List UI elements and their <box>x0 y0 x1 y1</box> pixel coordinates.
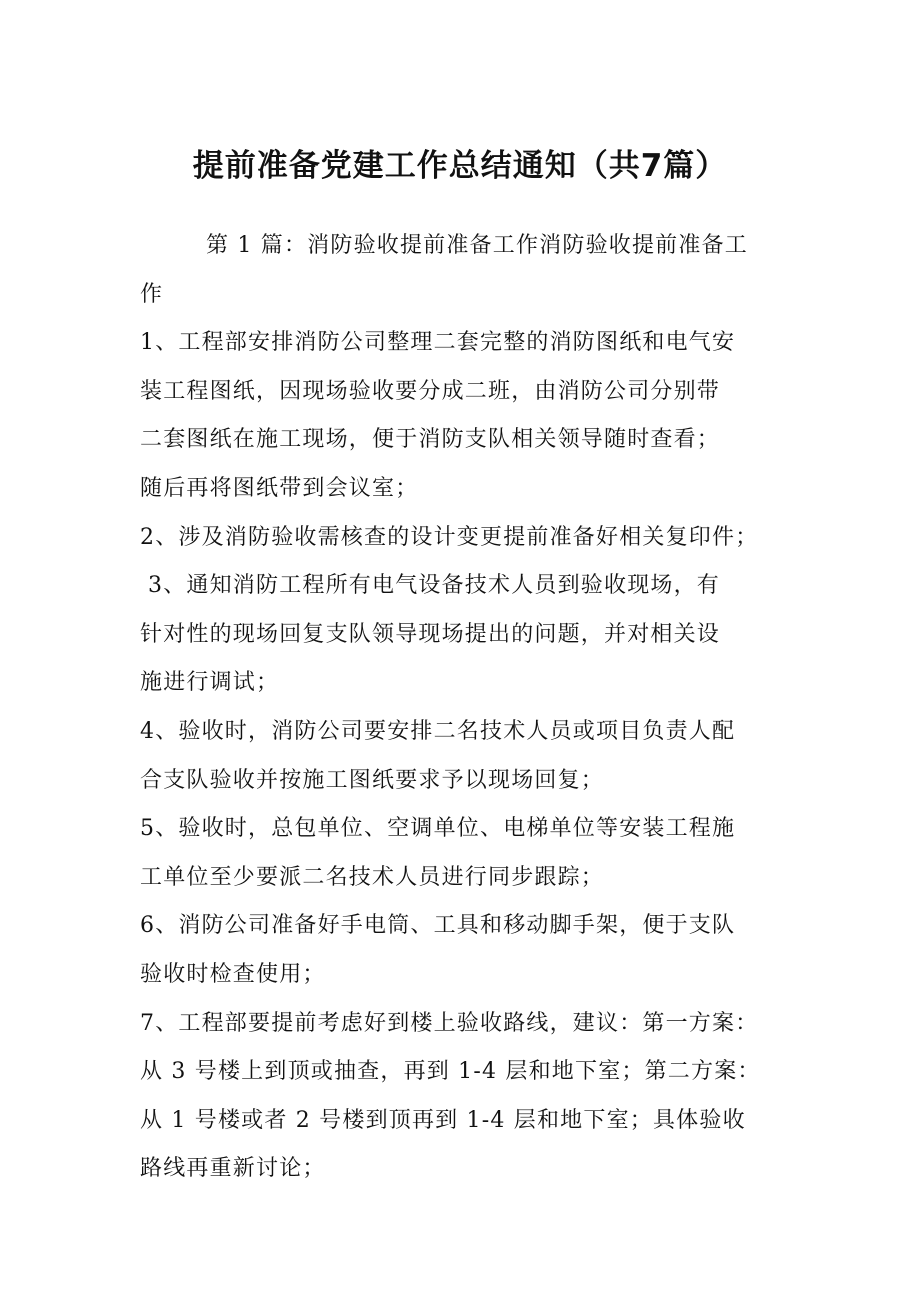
paragraph-line: 施进行调试； <box>140 670 280 696</box>
paragraph-line: 装工程图纸，因现场验收要分成二班，由消防公司分别带 <box>140 378 721 404</box>
paragraph-line: 验收时检查使用； <box>140 961 326 987</box>
paragraph-line: 随后再将图纸带到会议室； <box>140 475 419 501</box>
paragraph-line: 6、消防公司准备好手电筒、工具和移动脚手架，便于支队 <box>140 913 736 939</box>
paragraph-line: 2、涉及消防验收需核查的设计变更提前准备好相关复印件； <box>140 524 759 550</box>
paragraph-line: 3、通知消防工程所有电气设备技术人员到验收现场，有 <box>148 573 720 599</box>
paragraph-line: 7、工程部要提前考虑好到楼上验收路线，建议：第一方案： <box>140 1010 759 1036</box>
paragraph-line: 从 1 号楼或者 2 号楼到顶再到 1-4 层和地下室；具体验收 <box>140 1107 746 1133</box>
paragraph-line: 合支队验收并按施工图纸要求予以现场回复； <box>140 767 605 793</box>
document-title: 提前准备党建工作总结通知（共7篇） <box>192 148 728 184</box>
paragraph-line: 针对性的现场回复支队领导现场提出的问题，并对相关设 <box>140 621 721 647</box>
paragraph-line: 1、工程部安排消防公司整理二套完整的消防图纸和电气安 <box>140 330 736 356</box>
paragraph-line: 路线再重新讨论； <box>140 1156 326 1182</box>
paragraph-line: 作 <box>140 281 164 307</box>
paragraph-line: 5、验收时，总包单位、空调单位、电梯单位等安装工程施 <box>140 816 736 842</box>
paragraph-line: 第 1 篇：消防验收提前准备工作消防验收提前准备工 <box>206 233 748 258</box>
paragraph-line: 4、验收时，消防公司要安排二名技术人员或项目负责人配 <box>140 718 736 744</box>
paragraph-line: 二套图纸在施工现场，便于消防支队相关领导随时查看； <box>140 427 721 453</box>
paragraph-line: 从 3 号楼上到顶或抽查，再到 1-4 层和地下室；第二方案： <box>140 1059 761 1085</box>
paragraph-line: 工单位至少要派二名技术人员进行同步跟踪； <box>140 864 605 890</box>
document-body <box>140 222 790 1194</box>
